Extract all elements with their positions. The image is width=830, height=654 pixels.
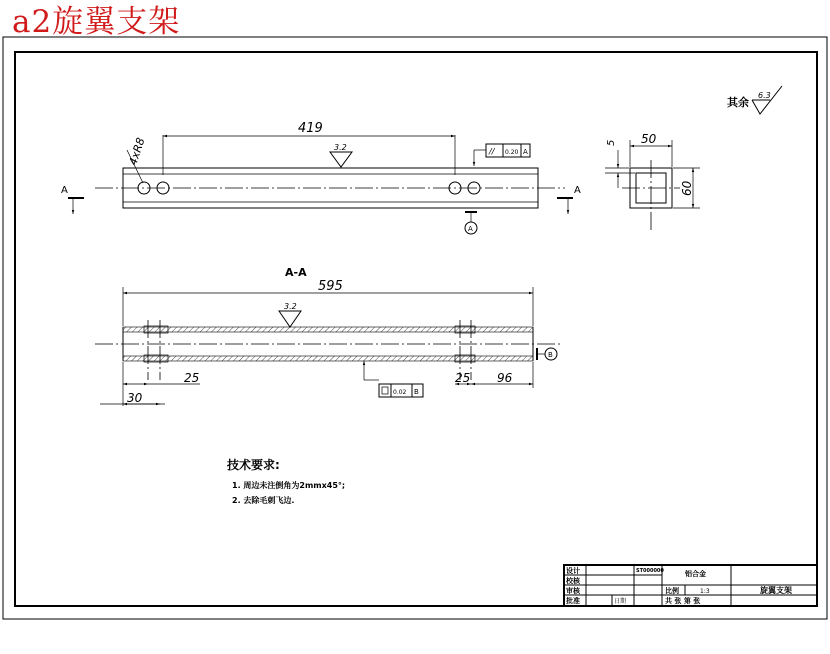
scale-label: 比例 (665, 587, 679, 595)
tolerance-datum: A (523, 148, 528, 156)
dim-60: 60 (680, 180, 694, 196)
roughness-note-label: 其余 (727, 96, 749, 109)
tolerance-value: 0.20 (505, 149, 519, 156)
title-row-check: 校核 (566, 577, 580, 585)
title-block (564, 565, 817, 606)
section-wall-bottom (123, 356, 533, 361)
tolerance-datum-b: B (414, 388, 419, 396)
datum-label-b: B (548, 351, 553, 359)
dim-50: 50 (641, 132, 657, 146)
top-roughness: 3.2 (334, 143, 347, 152)
sheet-text: 共 张 第 张 (665, 597, 701, 605)
top-view (61, 121, 581, 234)
tech-item: 1. 周边未注倒角为2mmx45°; (232, 481, 346, 490)
dim-96-right: 96 (497, 371, 513, 385)
tolerance-symbol: // (489, 147, 495, 156)
part-material: 铝合金 (685, 570, 706, 578)
date-label: 日期 (614, 598, 627, 605)
title-row-approve: 批准 (566, 597, 580, 605)
holes-label: 4xR8 (126, 136, 148, 167)
tech-requirements (226, 457, 345, 505)
dim-25-left: 25 (184, 371, 200, 385)
section-title: A-A (285, 266, 307, 279)
drawing-title: 旋翼支架 (760, 586, 792, 595)
side-view (605, 132, 700, 230)
dim-419: 419 (298, 121, 323, 136)
tech-item: 2. 去除毛刺飞边. (232, 496, 295, 505)
datum-label-a: A (468, 225, 473, 233)
dim-25-right: 25 (455, 371, 471, 385)
section-roughness: 3.2 (284, 302, 297, 311)
roughness-note (727, 86, 782, 114)
title-row-review: 审核 (566, 587, 580, 595)
section-mark-right: A (574, 185, 581, 196)
dim-5: 5 (606, 139, 617, 146)
roughness-triangle-icon (330, 152, 352, 167)
roughness-triangle-icon (279, 311, 301, 327)
scale-value: 1:3 (700, 588, 710, 595)
tech-heading: 技术要求: (227, 458, 280, 472)
drawing-number: ST000000 (636, 568, 664, 574)
section-mark-left: A (61, 185, 68, 196)
dim-595: 595 (318, 279, 343, 294)
section-wall-top (123, 327, 533, 332)
title-stamp: a2旋翼支架 (12, 4, 181, 40)
roughness-note-value: 6.3 (758, 91, 771, 100)
title-row-design: 设计 (566, 567, 580, 575)
section-view (95, 266, 560, 406)
tolerance-value-b: 0.02 (393, 389, 407, 396)
dim-30-left: 30 (127, 391, 143, 405)
